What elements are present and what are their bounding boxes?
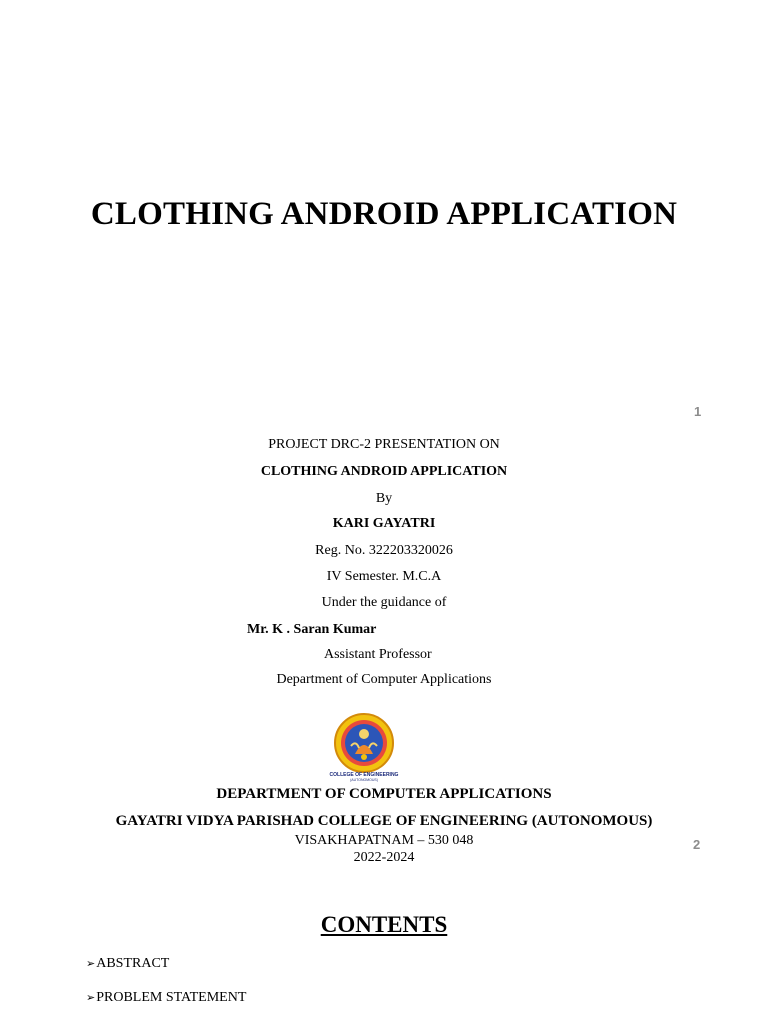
- slide-title: CLOTHING ANDROID APPLICATION: [90, 196, 678, 232]
- by-label: By: [375, 491, 393, 506]
- contents-item-label: ABSTRACT: [96, 956, 170, 971]
- presentation-line: PROJECT DRC-2 PRESENTATION ON: [268, 437, 500, 452]
- semester: IV Semester. M.C.A: [326, 569, 442, 584]
- college-logo-icon: [329, 712, 399, 782]
- contents-title: CONTENTS: [320, 912, 448, 937]
- arrow-bullet-icon: ➢: [86, 958, 96, 970]
- guide-designation: Assistant Professor: [324, 647, 432, 662]
- college-address: VISAKHAPATNAM – 530 048: [294, 833, 474, 848]
- contents-item-label: PROBLEM STATEMENT: [96, 990, 247, 1005]
- guide-department: Department of Computer Applications: [276, 672, 492, 687]
- contents-item-abstract: [86, 956, 169, 972]
- college-name: GAYATRI VIDYA PARISHAD COLLEGE OF ENGINEERING (AUTONOMOUS): [115, 813, 653, 829]
- student-name: KARI GAYATRI: [332, 516, 436, 531]
- department-name: DEPARTMENT OF COMPUTER APPLICATIONS: [216, 786, 552, 802]
- logo-subtext: (AUTONOMOUS): [350, 778, 378, 782]
- contents-item-problem-statement: [86, 990, 246, 1006]
- batch-years: 2022-2024: [353, 850, 415, 865]
- guidance-label: Under the guidance of: [321, 595, 447, 610]
- logo-text: COLLEGE OF ENGINEERING: [329, 772, 399, 778]
- page-number-1: 1: [694, 404, 702, 419]
- registration-number: Reg. No. 322203320026: [315, 543, 453, 558]
- arrow-bullet-icon: ➢: [86, 992, 96, 1004]
- page-number-2: 2: [693, 837, 701, 852]
- guide-name: Mr. K . Saran Kumar: [247, 622, 377, 637]
- project-title: CLOTHING ANDROID APPLICATION: [260, 464, 508, 479]
